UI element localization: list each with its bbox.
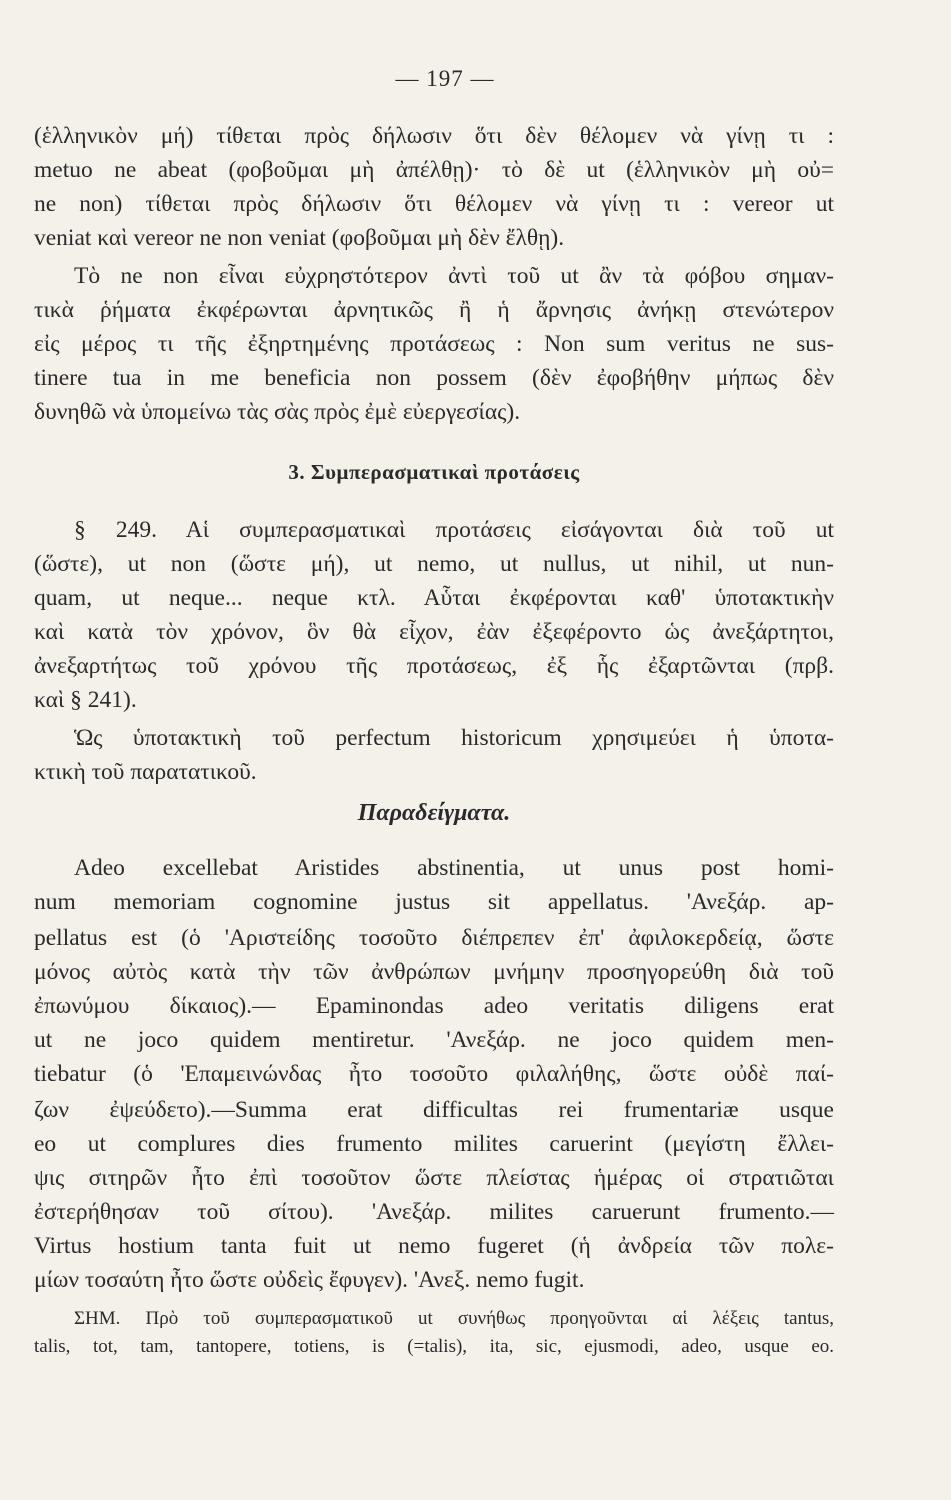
- text-line: καὶ § 241).: [34, 687, 137, 713]
- text-line: καὶ κατὰ τὸν χρόνον, ὃν θὰ εἶχον, ἐὰν ἐξεφέροντο ὡς ἀνεξάρτητοι,: [34, 619, 834, 645]
- text-line: εἰς μέρος τι τῆς ἐξηρτημένης προτάσεως : Non sum veritus ne sus-: [34, 331, 834, 357]
- text-line: (ὥστε), ut non (ὥστε μή), ut nemo, ut nullus, ut nihil, ut nun-: [34, 551, 834, 577]
- text-line: tinere tua in me beneficia non possem (δὲν ἐφοβήθην μήπως δὲν: [34, 365, 834, 391]
- text-line: δυνηθῶ νὰ ὑπομείνω τὰς σὰς πρὸς ἐμὲ εὐεργεσίας).: [34, 399, 521, 425]
- text-line: ζων ἐψεύδετο).—Summa erat difficultas rei frumentariæ usque: [34, 1097, 834, 1123]
- text-line: μίων τοσαύτη ἦτο ὥστε οὐδεὶς ἔφυγεν). 'Ανεξ. nemo fugit.: [34, 1267, 585, 1293]
- text-line: quam, ut neque... neque κτλ. Αὗται ἐκφέρονται καθ' ὑποτακτικὴν: [34, 585, 834, 611]
- text-line: ἐστερήθησαν τοῦ σίτου). 'Ανεξάρ. milites caruerunt frumento.—: [34, 1199, 834, 1225]
- text-line: ἐπωνύμου δίκαιος).— Epaminondas adeo veritatis diligens erat: [34, 993, 834, 1019]
- text-line: § 249. Αἱ συμπερασματικαὶ προτάσεις εἰσάγονται διὰ τοῦ ut: [74, 517, 834, 543]
- text-line: ἀνεξαρτήτως τοῦ χρόνου τῆς προτάσεως, ἐξ ἧς ἐξαρτῶνται (πρβ.: [34, 653, 834, 679]
- text-line: Τὸ ne non εἶναι εὐχρηστότερον ἀντὶ τοῦ ut ἂν τὰ φόβου σημαν-: [74, 263, 834, 289]
- footnote-line: ΣΗΜ. Πρὸ τοῦ συμπερασματικοῦ ut συνήθως προηγοῦνται αἱ λέξεις tantus,: [74, 1308, 834, 1329]
- text-line: ne non) τίθεται πρὸς δήλωσιν ὅτι θέλομεν νὰ γίνῃ τι : vereor ut: [34, 191, 834, 217]
- text-line: κτικὴ τοῦ παρατατικοῦ.: [34, 759, 257, 785]
- text-line: veniat καὶ vereor ne non veniat (φοβοῦμαι μὴ δὲν ἔλθῃ).: [34, 225, 565, 251]
- text-line: ψις σιτηρῶν ἦτο ἐπὶ τοσοῦτον ὥστε πλείστας ἡμέρας οἱ στρατιῶται: [34, 1165, 834, 1191]
- book-page: [34, 0, 856, 1500]
- examples-heading: Παραδείγματα.: [357, 800, 511, 826]
- text-line: pellatus est (ὁ 'Αριστείδης τοσοῦτο διέπρεπεν ἐπ' ἀφιλοκερδείᾳ, ὥστε: [34, 925, 834, 951]
- text-line: eo ut complures dies frumento milites caruerint (μεγίστη ἔλλει-: [34, 1131, 834, 1157]
- text-line: Adeo excellebat Aristides abstinentia, ut unus post homi-: [74, 855, 834, 881]
- text-line: Ὡς ὑποτακτικὴ τοῦ perfectum historicum χρησιμεύει ἡ ὑποτα-: [74, 725, 834, 751]
- text-line: (ἑλληνικὸν μή) τίθεται πρὸς δήλωσιν ὅτι δὲν θέλομεν νὰ γίνῃ τι :: [34, 123, 834, 149]
- page-number: — 197 —: [395, 66, 495, 91]
- text-line: Virtus hostium tanta fuit ut nemo fugeret (ἡ ἀνδρεία τῶν πολε-: [34, 1233, 834, 1259]
- text-line: num memoriam cognomine justus sit appellatus. 'Ανεξάρ. ap-: [34, 889, 834, 915]
- text-line: metuo ne abeat (φοβοῦμαι μὴ ἀπέλθῃ)· τὸ δὲ ut (ἑλληνικὸν μὴ οὐ=: [34, 157, 834, 183]
- text-line: ut ne joco quidem mentiretur. 'Ανεξάρ. ne joco quidem men-: [34, 1027, 834, 1053]
- text-line: tiebatur (ὁ 'Επαμεινώνδας ἦτο τοσοῦτο φιλαλήθης, ὥστε οὐδὲ παί-: [34, 1061, 834, 1087]
- text-line: τικὰ ῥήματα ἐκφέρωνται ἀρνητικῶς ἢ ἡ ἄρνησις ἀνήκῃ στενώτερον: [34, 297, 834, 323]
- text-line: μόνος αὐτὸς κατὰ τὴν τῶν ἀνθρώπων μνήμην προσηγορεύθη διὰ τοῦ: [34, 959, 834, 985]
- footnote-line: talis, tot, tam, tantopere, totiens, is (=talis), ita, sic, ejusmodi, adeo, usque eo.: [34, 1336, 834, 1357]
- section-heading: 3. Συμπερασματικαὶ προτάσεις: [288, 460, 580, 484]
